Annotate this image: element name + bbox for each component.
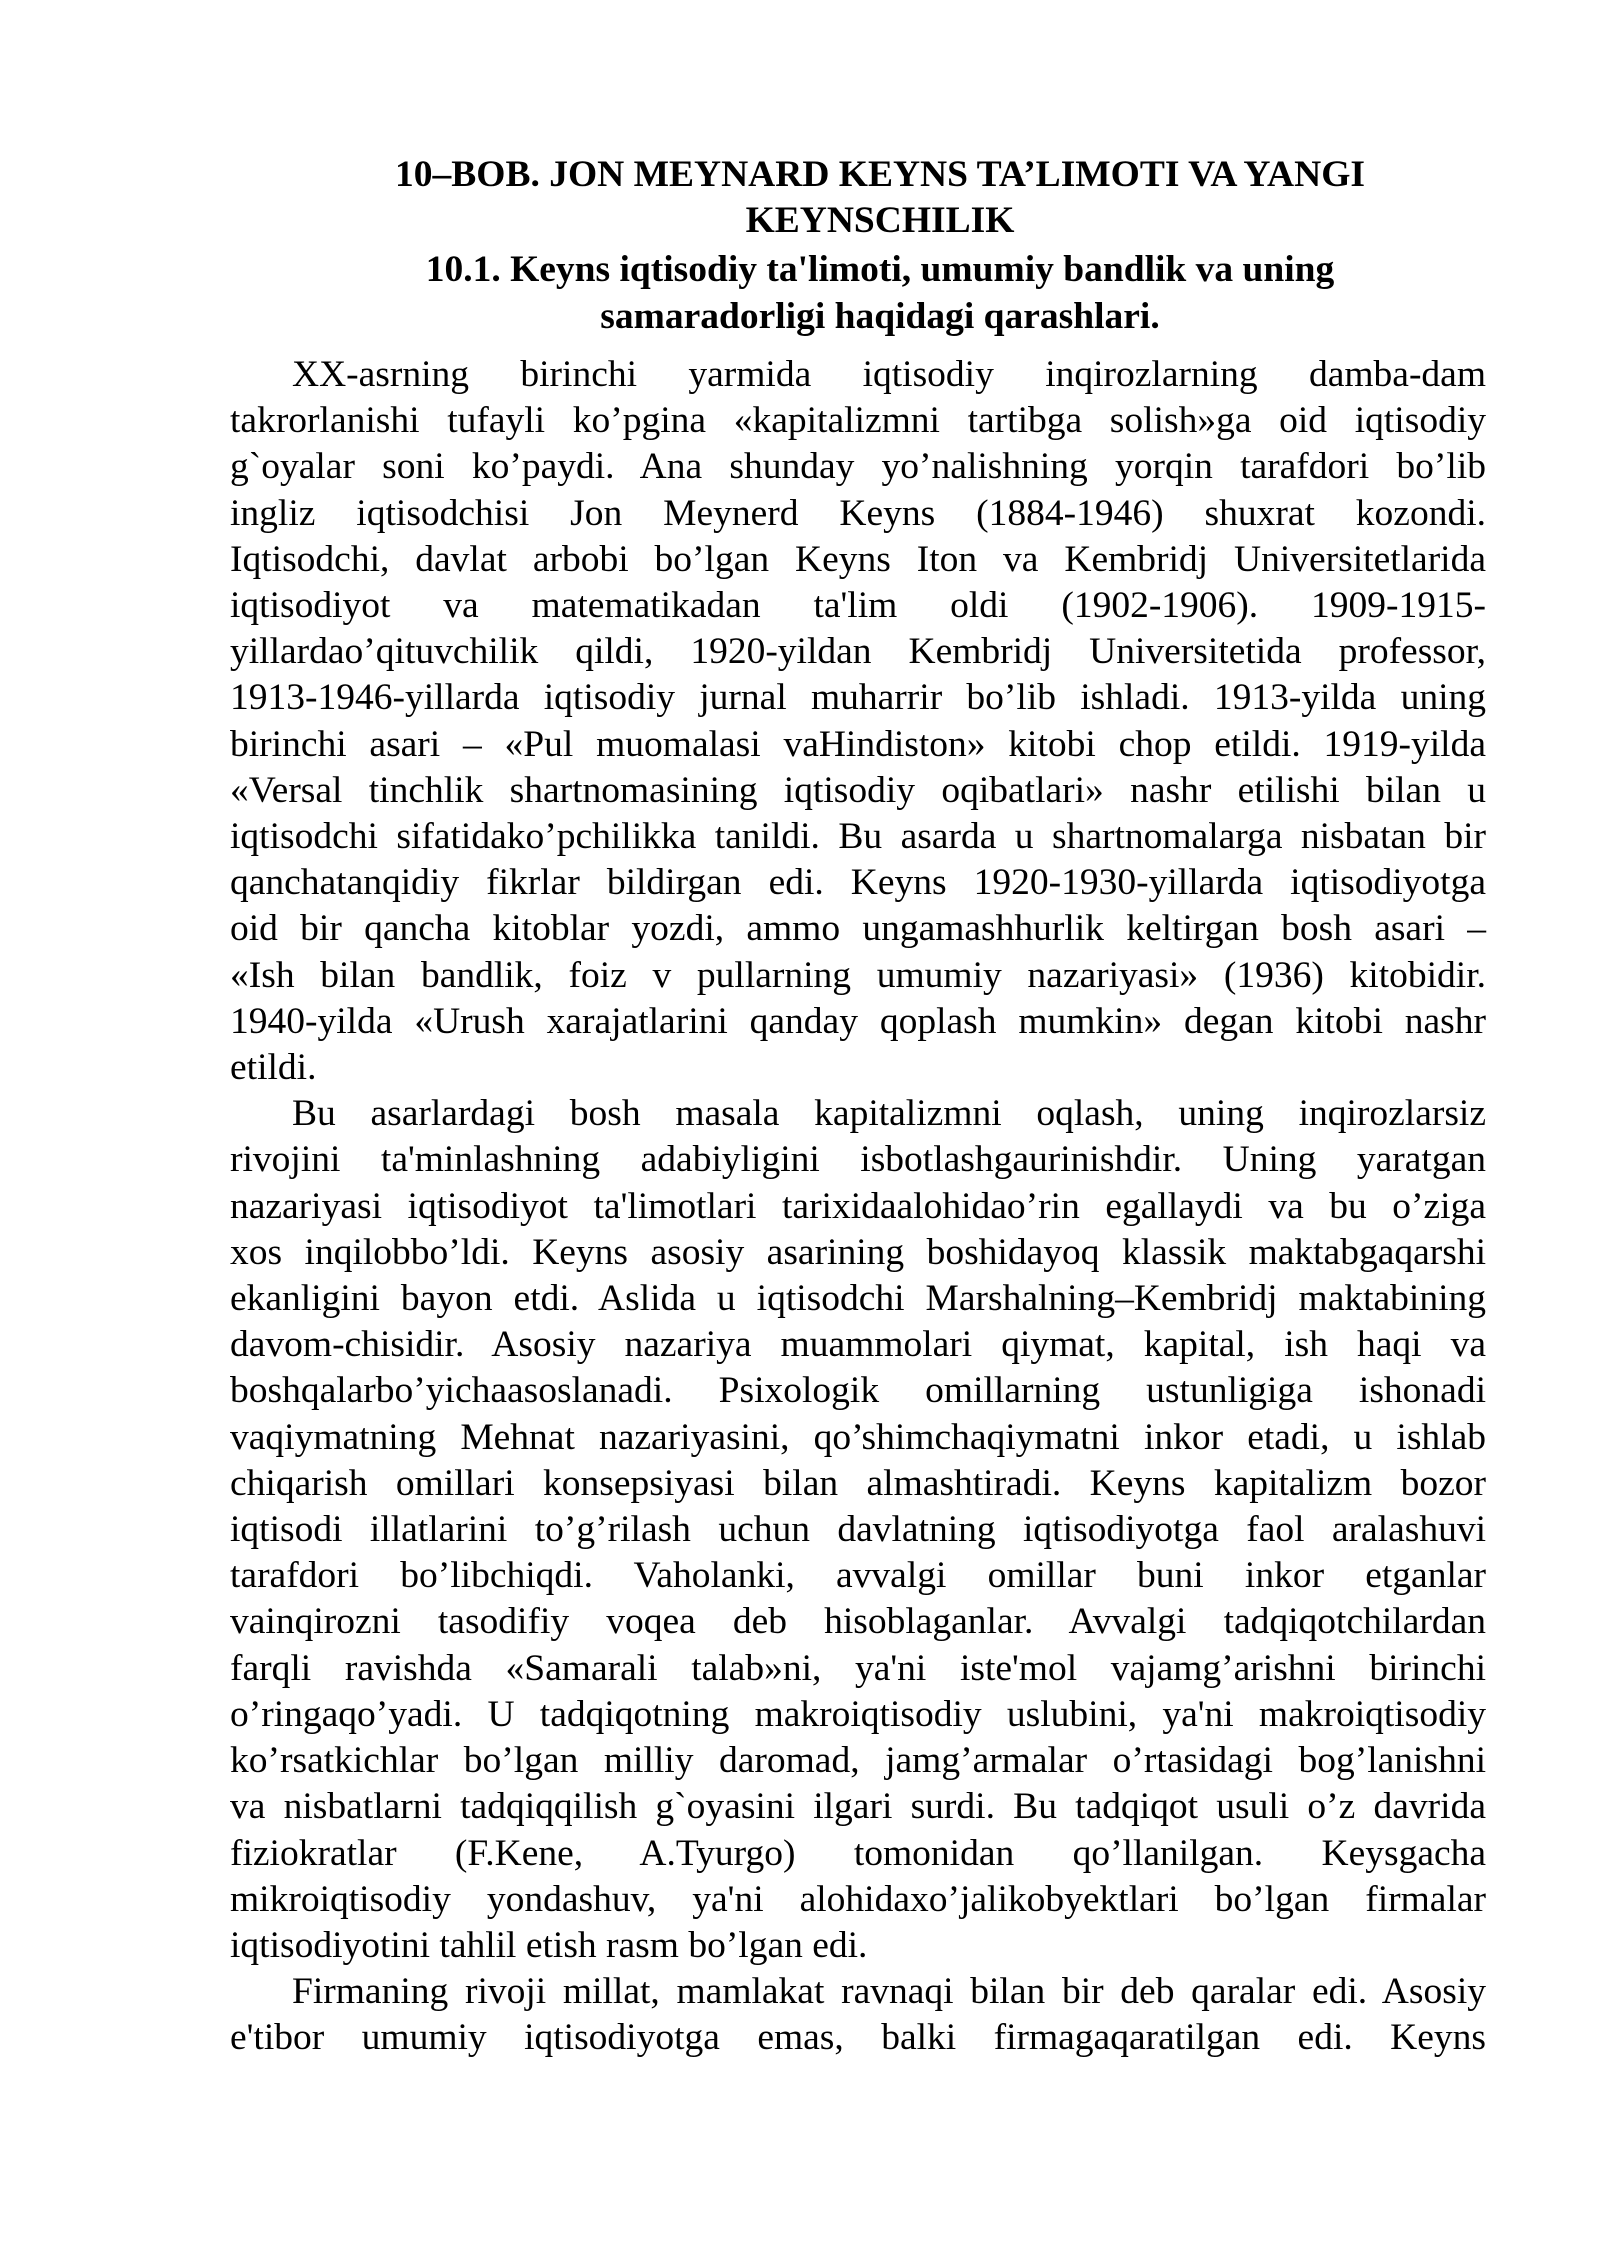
text-line: oid bir qancha kitoblar yozdi, ammo ungamashhurlik keltirgan bosh asari –: [230, 908, 1486, 950]
text-line: fiziokratlar (F.Kene, A.Tyurgo) tomonidan qo’llanilgan. Keysgacha: [230, 1832, 1486, 1874]
text-line: birinchi asari – «Pul muomalasi vaHindiston» kitobi chop etildi. 1919-yilda: [230, 723, 1486, 765]
text-line: yillardao’qituvchilik qildi, 1920-yildan Kembridj Universitetida professor,: [230, 631, 1486, 673]
text-line: 1940-yilda «Urush xarajatlarini qanday qoplash mumkin» degan kitobi nashr: [230, 1000, 1486, 1042]
text-line: qanchatanqidiy fikrlar bildirgan edi. Keyns 1920-1930-yillarda iqtisodiyotga: [230, 862, 1486, 904]
text-line: g`oyalar soni ko’paydi. Ana shunday yo’nalishning yorqin tarafdori bo’lib: [230, 446, 1486, 488]
chapter-title: [300, 152, 1460, 244]
text-line: e'tibor umumiy iqtisodiyotga emas, balki firmagaqaratilgan edi. Keyns: [230, 2017, 1486, 2059]
text-line: vaqiymatning Mehnat nazariyasini, qo’shimchaqiymatni inkor etadi, u ishlab: [230, 1416, 1486, 1458]
text-line: iqtisodiyot va matematikadan ta'lim oldi (1902-1906). 1909-1915-: [230, 585, 1486, 627]
text-line: iqtisodchi sifatidako’pchilikka tanildi. Bu asarda u shartnomalarga nisbatan bir: [230, 816, 1486, 858]
text-line: «Versal tinchlik shartnomasining iqtisodiy oqibatlari» nashr etilishi bilan u: [230, 769, 1486, 811]
paragraph: [230, 352, 1486, 1091]
text-line: Bu asarlardagi bosh masala kapitalizmni oqlash, uning inqirozlarsiz: [292, 1093, 1486, 1135]
text-line: tarafdori bo’libchiqdi. Vaholanki, avvalgi omillar buni inkor etganlar: [230, 1555, 1486, 1597]
text-line: o’ringaqo’yadi. U tadqiqotning makroiqtisodiy uslubini, ya'ni makroiqtisodiy: [230, 1693, 1486, 1735]
text-line: xos inqilobbo’ldi. Keyns asosiy asarining boshidayoq klassik maktabgaqarshi: [230, 1231, 1486, 1273]
text-line: iqtisodiyotini tahlil etish rasm bo’lgan edi.: [230, 1924, 868, 1966]
text-line: ekanligini bayon etdi. Aslida u iqtisodchi Marshalning–Kembridj maktabining: [230, 1278, 1486, 1320]
text-line: XX-asrning birinchi yarmida iqtisodiy inqirozlarning damba-dam: [292, 354, 1486, 395]
text-line: boshqalarbo’yichaasoslanadi. Psixologik omillarning ustunligiga ishonadi: [230, 1370, 1486, 1412]
text-line: 1913-1946-yillarda iqtisodiy jurnal muharrir bo’lib ishladi. 1913-yilda uning: [230, 677, 1486, 719]
text-line: vainqirozni tasodifiy voqea deb hisoblaganlar. Avvalgi tadqiqotchilardan: [230, 1601, 1486, 1643]
text-line: rivojini ta'minlashning adabiyligini isbotlashgaurinishdir. Uning yaratgan: [230, 1139, 1486, 1181]
chapter-title-line: 10–BOB. JON MEYNARD KEYNS TA’LIMOTI VA YANGI: [395, 154, 1365, 195]
text-line: takrorlanishi tufayli ko’pgina «kapitalizmni tartibga solish»ga oid iqtisodiy: [230, 400, 1486, 442]
text-line: va nisbatlarni tadqiqqilish g`oyasini ilgari surdi. Bu tadqiqot usuli o’z davrida: [230, 1786, 1486, 1828]
text-line: Iqtisodchi, davlat arbobi bo’lgan Keyns Iton va Kembridj Universitetlarida: [230, 538, 1486, 580]
text-line: mikroiqtisodiy yondashuv, ya'ni alohidaxo’jalikobyektlari bo’lgan firmalar: [230, 1878, 1486, 1920]
section-title-line: 10.1. Keyns iqtisodiy ta'limoti, umumiy bandlik va uning: [425, 249, 1335, 290]
text-line: ingliz iqtisodchisi Jon Meynerd Keyns (1884-1946) shuxrat kozondi.: [230, 492, 1486, 534]
text-line: davom-chisidir. Asosiy nazariya muammolari qiymat, kapital, ish haqi va: [230, 1324, 1486, 1366]
paragraph: [230, 1969, 1486, 2061]
text-line: farqli ravishda «Samarali talab»ni, ya'ni iste'mol vajamg’arishni birinchi: [230, 1647, 1486, 1689]
text-line: ko’rsatkichlar bo’lgan milliy daromad, jamg’armalar o’rtasidagi bog’lanishni: [230, 1740, 1486, 1782]
chapter-title-line: KEYNSCHILIK: [745, 200, 1015, 241]
section-title: [300, 246, 1460, 340]
body-text: [230, 352, 1486, 2062]
text-line: nazariyasi iqtisodiyot ta'limotlari tarixidaalohidao’rin egallaydi va bu o’ziga: [230, 1185, 1486, 1227]
text-line: iqtisodi illatlarini to’g’rilash uchun davlatning iqtisodiyotga faol aralashuvi: [230, 1509, 1486, 1551]
text-line: etildi.: [230, 1047, 317, 1089]
text-line: Firmaning rivoji millat, mamlakat ravnaqi bilan bir deb qaralar edi. Asosiy: [292, 1971, 1486, 2013]
text-line: chiqarish omillari konsepsiyasi bilan almashtiradi. Keyns kapitalizm bozor: [230, 1462, 1486, 1504]
paragraph: [230, 1091, 1486, 1969]
section-title-line: samaradorligi haqidagi qarashlari.: [600, 296, 1160, 337]
text-line: «Ish bilan bandlik, foiz v pullarning umumiy nazariyasi» (1936) kitobidir.: [230, 954, 1486, 996]
